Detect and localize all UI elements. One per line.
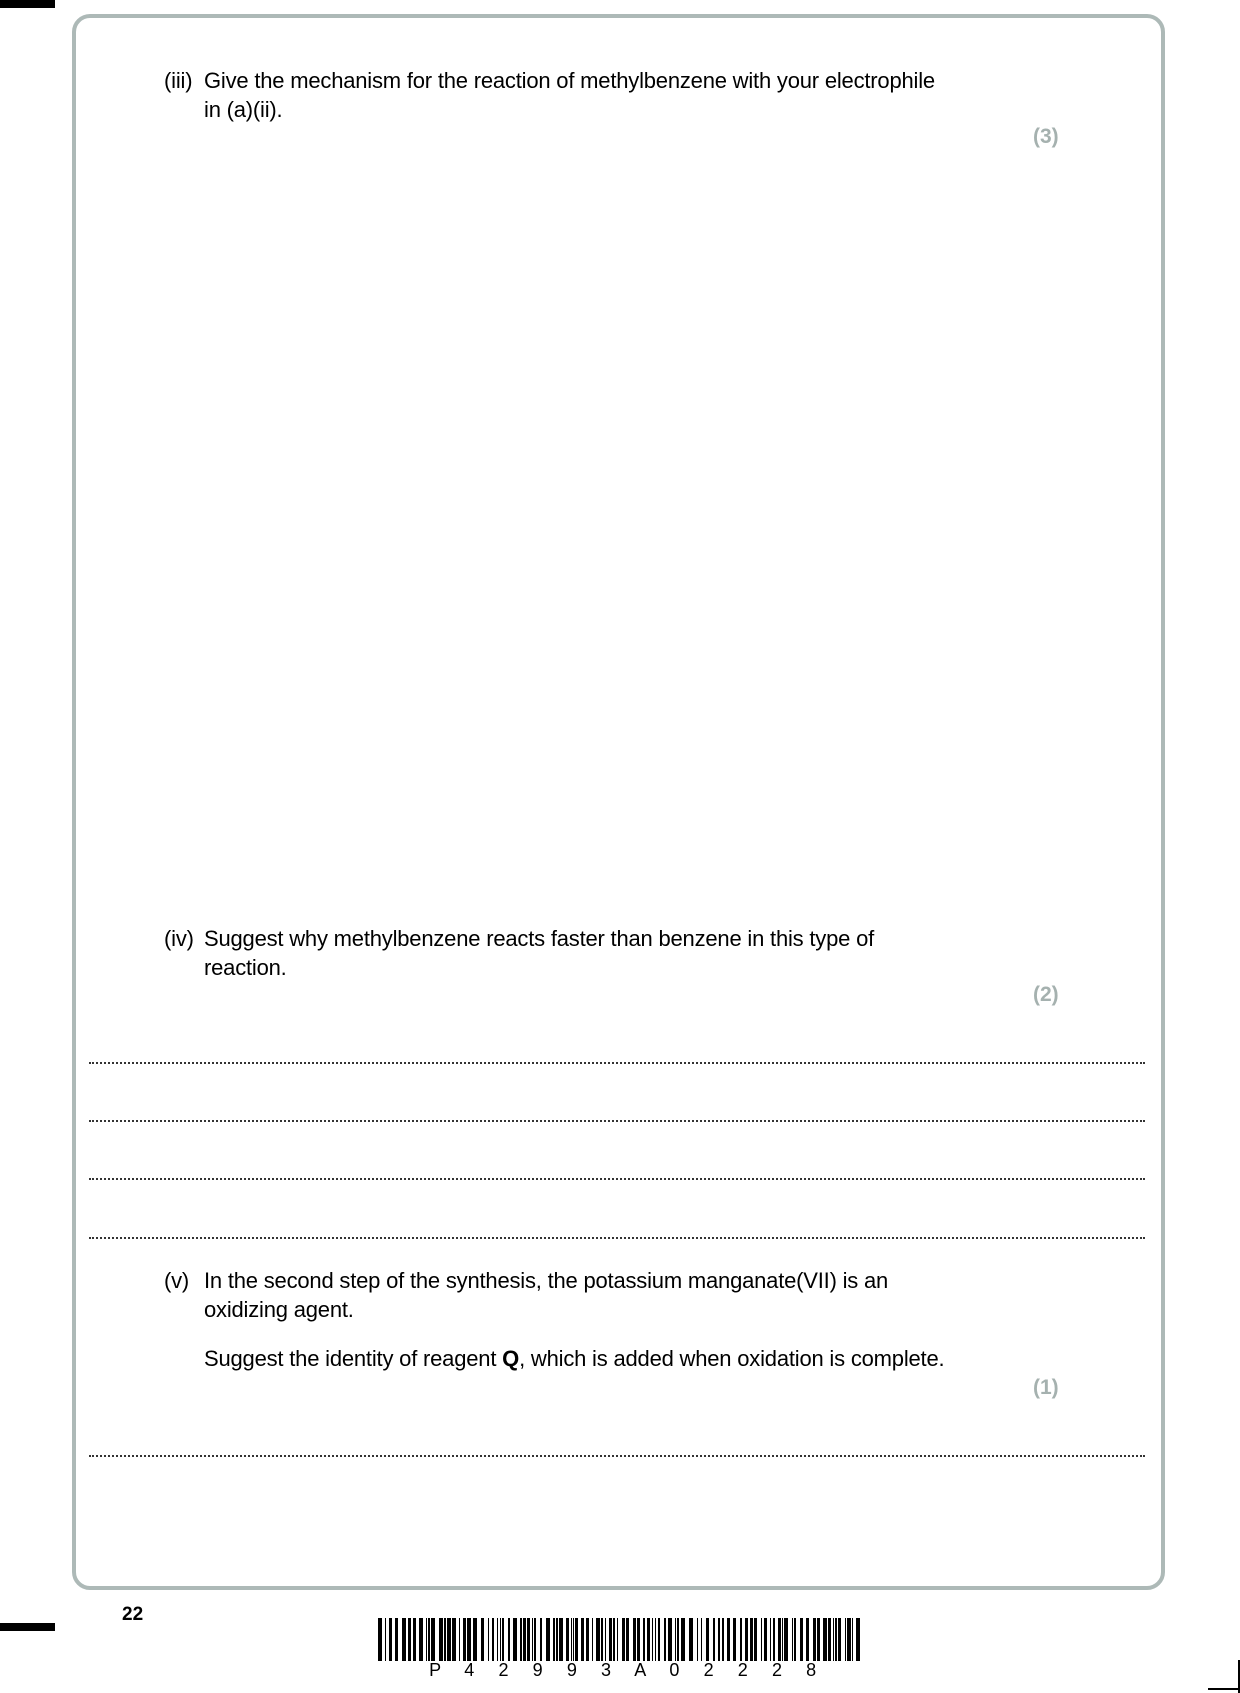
barcode-char: 2 [771,1660,782,1680]
barcode-bar [575,1618,578,1661]
barcode-bar [467,1618,471,1661]
barcode-bar [761,1618,762,1661]
barcode-bar [605,1618,606,1661]
barcode-bar [481,1618,484,1661]
barcode-char: 9 [532,1660,543,1680]
marks-label: (2) [1033,983,1059,1006]
barcode-char: 3 [601,1660,612,1680]
barcode-bar [773,1618,775,1661]
barcode-bar [447,1618,451,1661]
barcode-bar [706,1618,709,1661]
barcode-bar [689,1618,693,1661]
barcode-bar [559,1618,563,1661]
question-iv [164,924,1064,984]
barcode-bar [792,1618,793,1661]
barcode-bar [532,1618,533,1661]
barcode-bar [502,1618,504,1661]
barcode-bar [596,1618,600,1661]
barcode-bar [828,1618,831,1661]
barcode-bar [444,1618,446,1661]
barcode-bar [622,1618,625,1661]
barcode-bar [633,1618,636,1661]
barcode-bar [500,1618,501,1661]
barcode-bar [459,1618,460,1661]
barcode-bar [523,1618,526,1661]
barcode-bar [609,1618,612,1661]
barcode-char: 9 [566,1660,577,1680]
reagent-label: Q [502,1346,520,1371]
barcode-bar [419,1618,423,1661]
barcode-bar [681,1618,685,1661]
barcode-bar [806,1618,809,1661]
barcode-bar [439,1618,443,1661]
barcode-bar [817,1618,820,1661]
barcode-bar [718,1618,720,1661]
barcode-bar [701,1618,702,1661]
registration-mark-bottom [0,1623,55,1631]
question-number: (v) [164,1268,190,1293]
barcode-bar [770,1618,771,1661]
barcode-bar [488,1618,489,1661]
barcode-bar [647,1618,650,1661]
followup-text: , which is added when oxidation is complete. [519,1346,945,1371]
barcode-bar [856,1618,860,1661]
barcode-bar [527,1618,530,1661]
barcode-bar [408,1618,411,1661]
registration-mark-corner-tick [1208,1688,1240,1690]
page-number: 22 [122,1604,144,1625]
barcode-bar [733,1618,736,1661]
barcode-bar [637,1618,640,1661]
followup-text: Suggest the identity of reagent [204,1346,503,1371]
barcode-bar [835,1618,837,1661]
marks-label: (3) [1033,125,1059,148]
question-number: (iii) [164,68,193,93]
question-text-line: In the second step of the synthesis, the potassium manganate(VII) is an [204,1268,889,1293]
question-iii [164,66,1064,126]
barcode-bar [463,1618,466,1661]
barcode-bar [428,1618,430,1661]
barcode-char: 4 [464,1660,475,1680]
barcode-bar [413,1618,416,1661]
barcode-bar [508,1618,510,1661]
barcode-bar [727,1618,730,1661]
barcode-bar [668,1618,672,1661]
barcode-bar [847,1618,851,1661]
barcode-bar [473,1618,477,1661]
barcode-bar [722,1618,724,1661]
barcode-bar [754,1618,757,1661]
barcode-bar [553,1618,555,1661]
answer-line[interactable] [89,1062,1145,1064]
answer-line[interactable] [89,1237,1145,1239]
question-number: (iv) [164,926,194,951]
barcode-bar [492,1618,494,1661]
barcode-bar [813,1618,816,1661]
barcode-char: 8 [806,1660,817,1680]
barcode-bar [389,1618,392,1661]
question-text-line: reaction. [204,955,287,980]
barcode-bar [497,1618,498,1661]
barcode-bar [617,1618,618,1661]
barcode-char: A [634,1660,647,1680]
barcode-bar [601,1618,603,1661]
barcode-bar [745,1618,748,1661]
question-text-line: Suggest why methylbenzene reacts faster than benzene in this type of [204,926,875,951]
registration-mark-top [0,0,55,8]
barcode-bar [784,1618,788,1661]
barcode-bar [794,1618,796,1661]
barcode-bar [655,1618,656,1661]
barcode-bar [838,1618,841,1661]
barcode-bar [546,1618,550,1661]
barcode-char: 2 [703,1660,714,1680]
question-v [164,1266,1064,1376]
question-text-line: in (a)(ii). [204,97,283,122]
answer-line[interactable] [89,1455,1145,1457]
barcode-bar [782,1618,783,1661]
barcode-bar [800,1618,803,1661]
barcode [378,1618,860,1661]
barcode-bar [571,1618,572,1661]
barcode-bar [426,1618,427,1661]
barcode-bar [378,1618,382,1661]
barcode-bar [652,1618,653,1661]
barcode-bar [566,1618,569,1661]
barcode-bar [833,1618,834,1661]
barcode-text [418,1660,828,1681]
barcode-bar [520,1618,522,1661]
barcode-bar [852,1618,853,1661]
barcode-bar [675,1618,676,1661]
barcode-bar [534,1618,536,1661]
barcode-bar [452,1618,456,1661]
barcode-char: 2 [498,1660,509,1680]
barcode-bar [713,1618,715,1661]
barcode-bar [740,1618,742,1661]
barcode-bar [513,1618,517,1661]
barcode-bar [697,1618,698,1661]
barcode-bar [573,1618,574,1661]
barcode-bar [613,1618,615,1661]
barcode-bar [677,1618,679,1661]
barcode-bar [764,1618,767,1661]
barcode-bar [540,1618,542,1661]
barcode-char: P [429,1660,442,1680]
barcode-bar [664,1618,666,1661]
barcode-bar [586,1618,589,1661]
barcode-bar [626,1618,629,1661]
question-text-line: Give the mechanism for the reaction of methylbenzene with your electrophile [204,68,935,93]
barcode-bar [658,1618,660,1661]
barcode-bar [845,1618,846,1661]
answer-line[interactable] [89,1120,1145,1122]
marks-label: (1) [1033,1376,1059,1399]
barcode-bar [750,1618,753,1661]
barcode-bar [431,1618,435,1661]
barcode-bar [778,1618,781,1661]
answer-line[interactable] [89,1178,1145,1180]
question-followup [204,1344,944,1373]
barcode-bar [823,1618,827,1661]
barcode-bar [581,1618,584,1661]
question-text-line: oxidizing agent. [204,1297,354,1322]
barcode-char: 0 [669,1660,680,1680]
barcode-char: 2 [737,1660,748,1680]
barcode-bar [385,1618,386,1661]
barcode-bar [643,1618,645,1661]
barcode-bar [592,1618,593,1661]
barcode-bar [395,1618,398,1661]
barcode-bar [556,1618,558,1661]
barcode-bar [402,1618,406,1661]
